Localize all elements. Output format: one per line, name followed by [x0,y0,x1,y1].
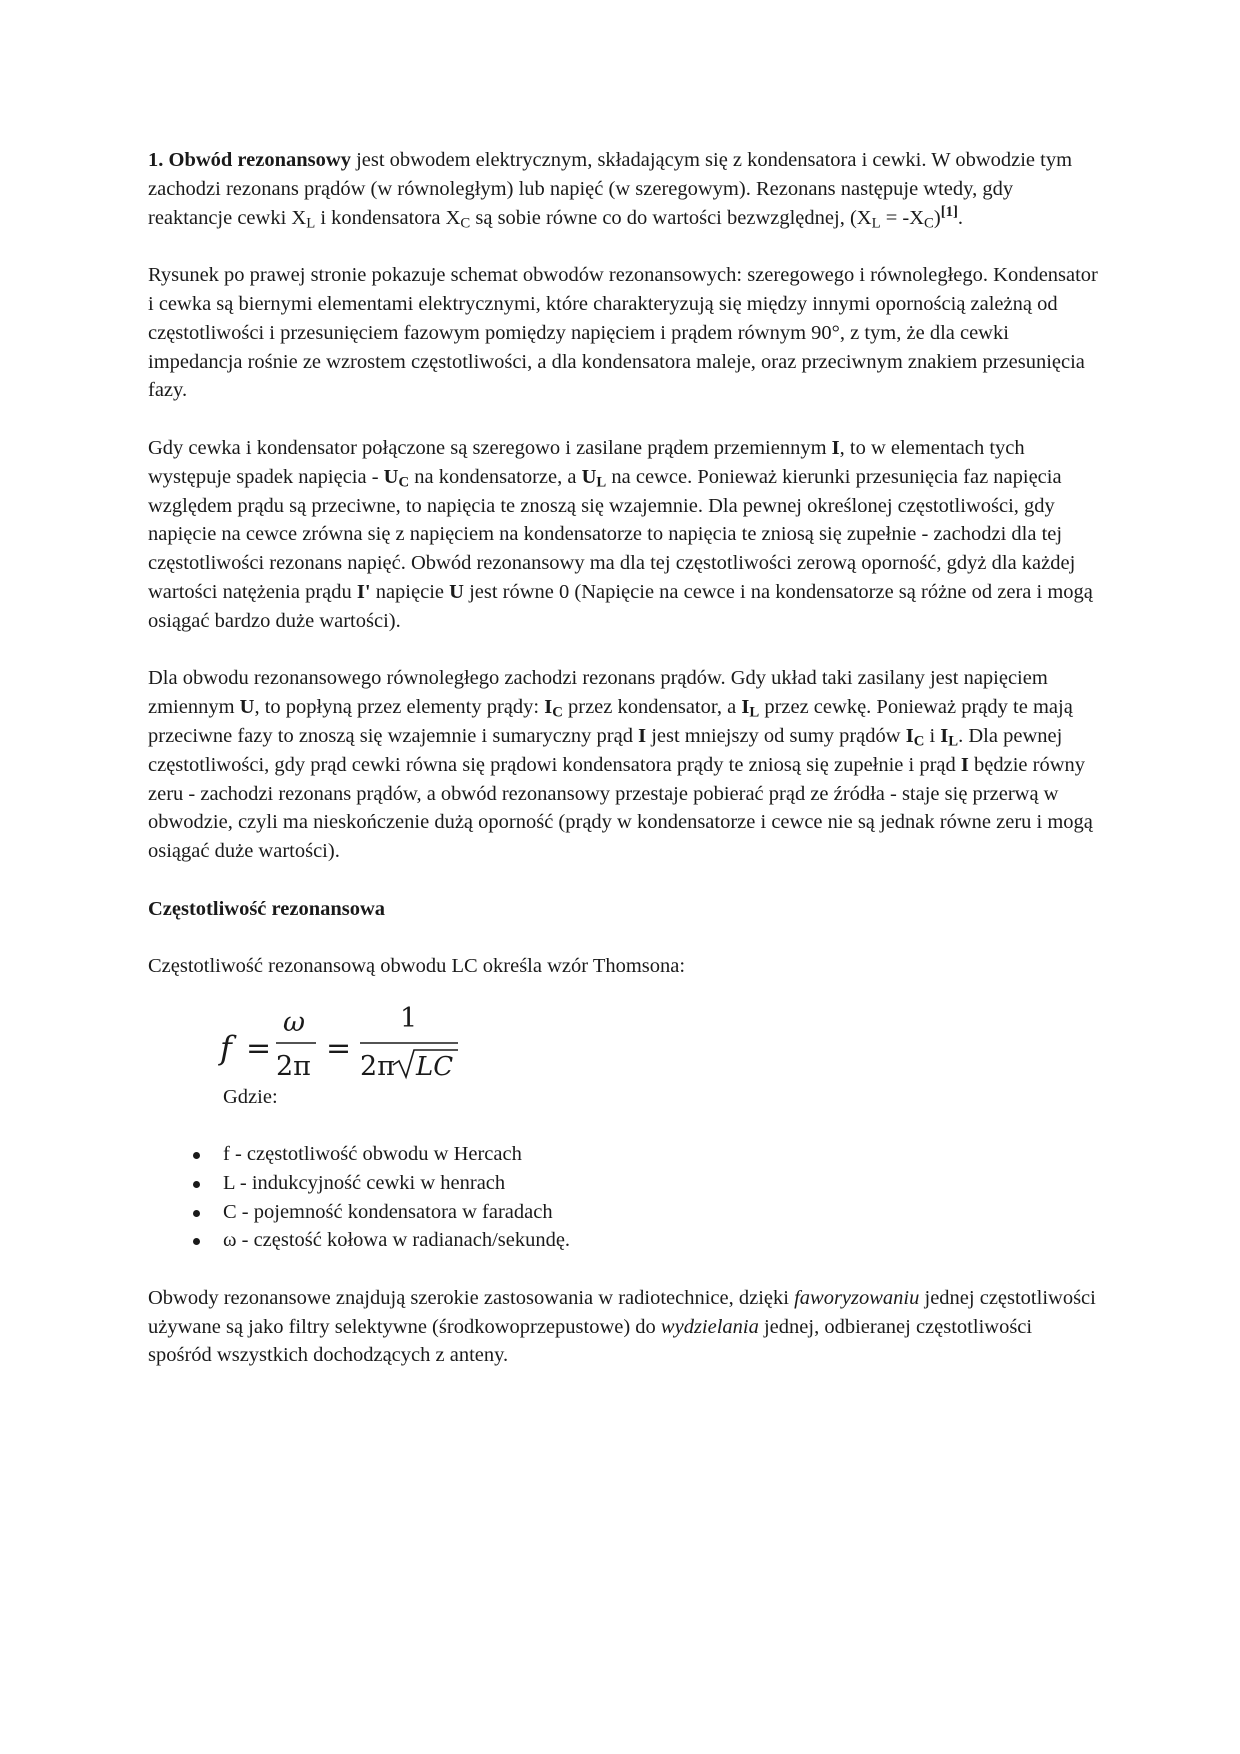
list-item: L - indukcyjność cewki w henrach [223,1169,1098,1198]
list-item: f - częstotliwość obwodu w Hercach [223,1140,1098,1169]
where-label: Gdzie: [223,1086,278,1109]
paragraph-schematic: Rysunek po prawej stronie pokazuje schemat obwodów rezonansowych: szeregowego i równoległego. Kondensator i cewka są biernymi elementami elektrycznymi, które charakteryzują się między innymi opornością zależną od częstotliwości i przesunięciem fazowym pomiędzy napięciem i prądem równym 90°, z tym, że dla cewki impedancja rośnie ze wzrostem częstotliwości, a dla kondensatora maleje, oraz przeciwnym znakiem przesunięcia fazy. [148,264,1098,402]
list-item: C - pojemność kondensatora w faradach [223,1198,1098,1227]
formula-equals-1: = [246,1031,272,1067]
paragraph-thomson-intro: Częstotliwość rezonansową obwodu LC określa wzór Thomsona: [148,955,686,978]
paragraph-series-resonance: Gdy cewka i kondensator połączone są szeregowo i zasilane prądem przemiennym I, to w elementach tych występuje spadek napięcia - $U_C$ na kondensatorze, a $U_L$ na cewce. Ponieważ kierunki przesunięcia faz napięcia względem prądu są przeciwne, to napięcia te znoszą się wzajemnie. Dla pewnej określonej częstotliwości, gdy napięcie na cewce zrówna się z napięciem na kondensatorze to napięcia te zniosą się zupełnie - zachodzi dla tej częstotliwości rezonans napięć. Obwód rezonansowy ma dla tej częstotliwości zerową oporność, gdyż dla każdej wartości natężenia prądu I' napięcie U jest równe 0 (Napięcie na cewce i na kondensatorze są różne od zera i mogą osiągać bardzo duże wartości). [148,436,1093,632]
bold-term: 1. Obwód rezonansowy [148,149,351,171]
variable-definitions [148,1140,1098,1255]
formula-one: 1 [400,1003,418,1035]
formula-omega: ω [283,1007,306,1039]
formula-equals-2: = [326,1031,352,1067]
paragraph-parallel-resonance: Dla obwodu rezonansowego równoległego zachodzi rezonans prądów. Gdy układ taki zasilany jest napięciem zmiennym U, to popłyną przez elementy prądy: $I_C$ przez kondensator, a $I_L$ przez cewkę. Ponieważ prądy te mają przeciwne fazy to znoszą się wzajemnie i sumaryczny prąd I jest mniejszy od sumy prądów $I_C$ i $I_L$. Dla pewnej częstotliwości, gdy prąd cewki równa się prądowi kondensatora prądy te zniosą się zupełnie i prąd I będzie równy zeru - zachodzi rezonans prądów, a obwód rezonansowy przestaje pobierać prąd ze źródła - staje się przerwą w obwodzie, czyli ma nieskończenie dużą oporność (prądy w kondensatorze i cewce nie są jednak równe zeru i mogą osiągać duże wartości). [148,667,1093,863]
list-item: ω - częstość kołowa w radianach/sekundę. [223,1226,1098,1255]
paragraph-definition: 1. Obwód rezonansowy jest obwodem elektrycznym, składającym się z kondensatora i cewki. W obwodzie tym zachodzi rezonans prądów (w równoległym) lub napięć (w szeregowym). Rezonans następuje wtedy, gdy reaktancje cewki $X_L$ i kondensatora $X_C$ są sobie równe co do wartości bezwzględnej, $(X_L = -X_C)[1]$. [148,149,1073,232]
section-heading: Częstotliwość rezonansowa [148,897,386,920]
formula-svg [218,995,538,1083]
paragraph-applications: Obwody rezonansowe znajdują szerokie zastosowania w radiotechnice, dzięki faworyzowaniu jednej częstotliwości używane są jako filtry selektywne (środkowoprzepustowe) do wydzielania jednej, odbieranej częstotliwości spośród wszystkich dochodzących z anteny. [148,1286,1096,1367]
document-body [148,146,1098,1399]
formula-f: f [220,1029,232,1068]
formula-2pi-2: 2π [360,1051,395,1083]
formula-lc: LC [416,1052,454,1083]
thomson-formula [218,995,1098,1083]
reference-link[interactable]: [1] [940,203,958,220]
formula-2pi-1: 2π [276,1051,311,1083]
